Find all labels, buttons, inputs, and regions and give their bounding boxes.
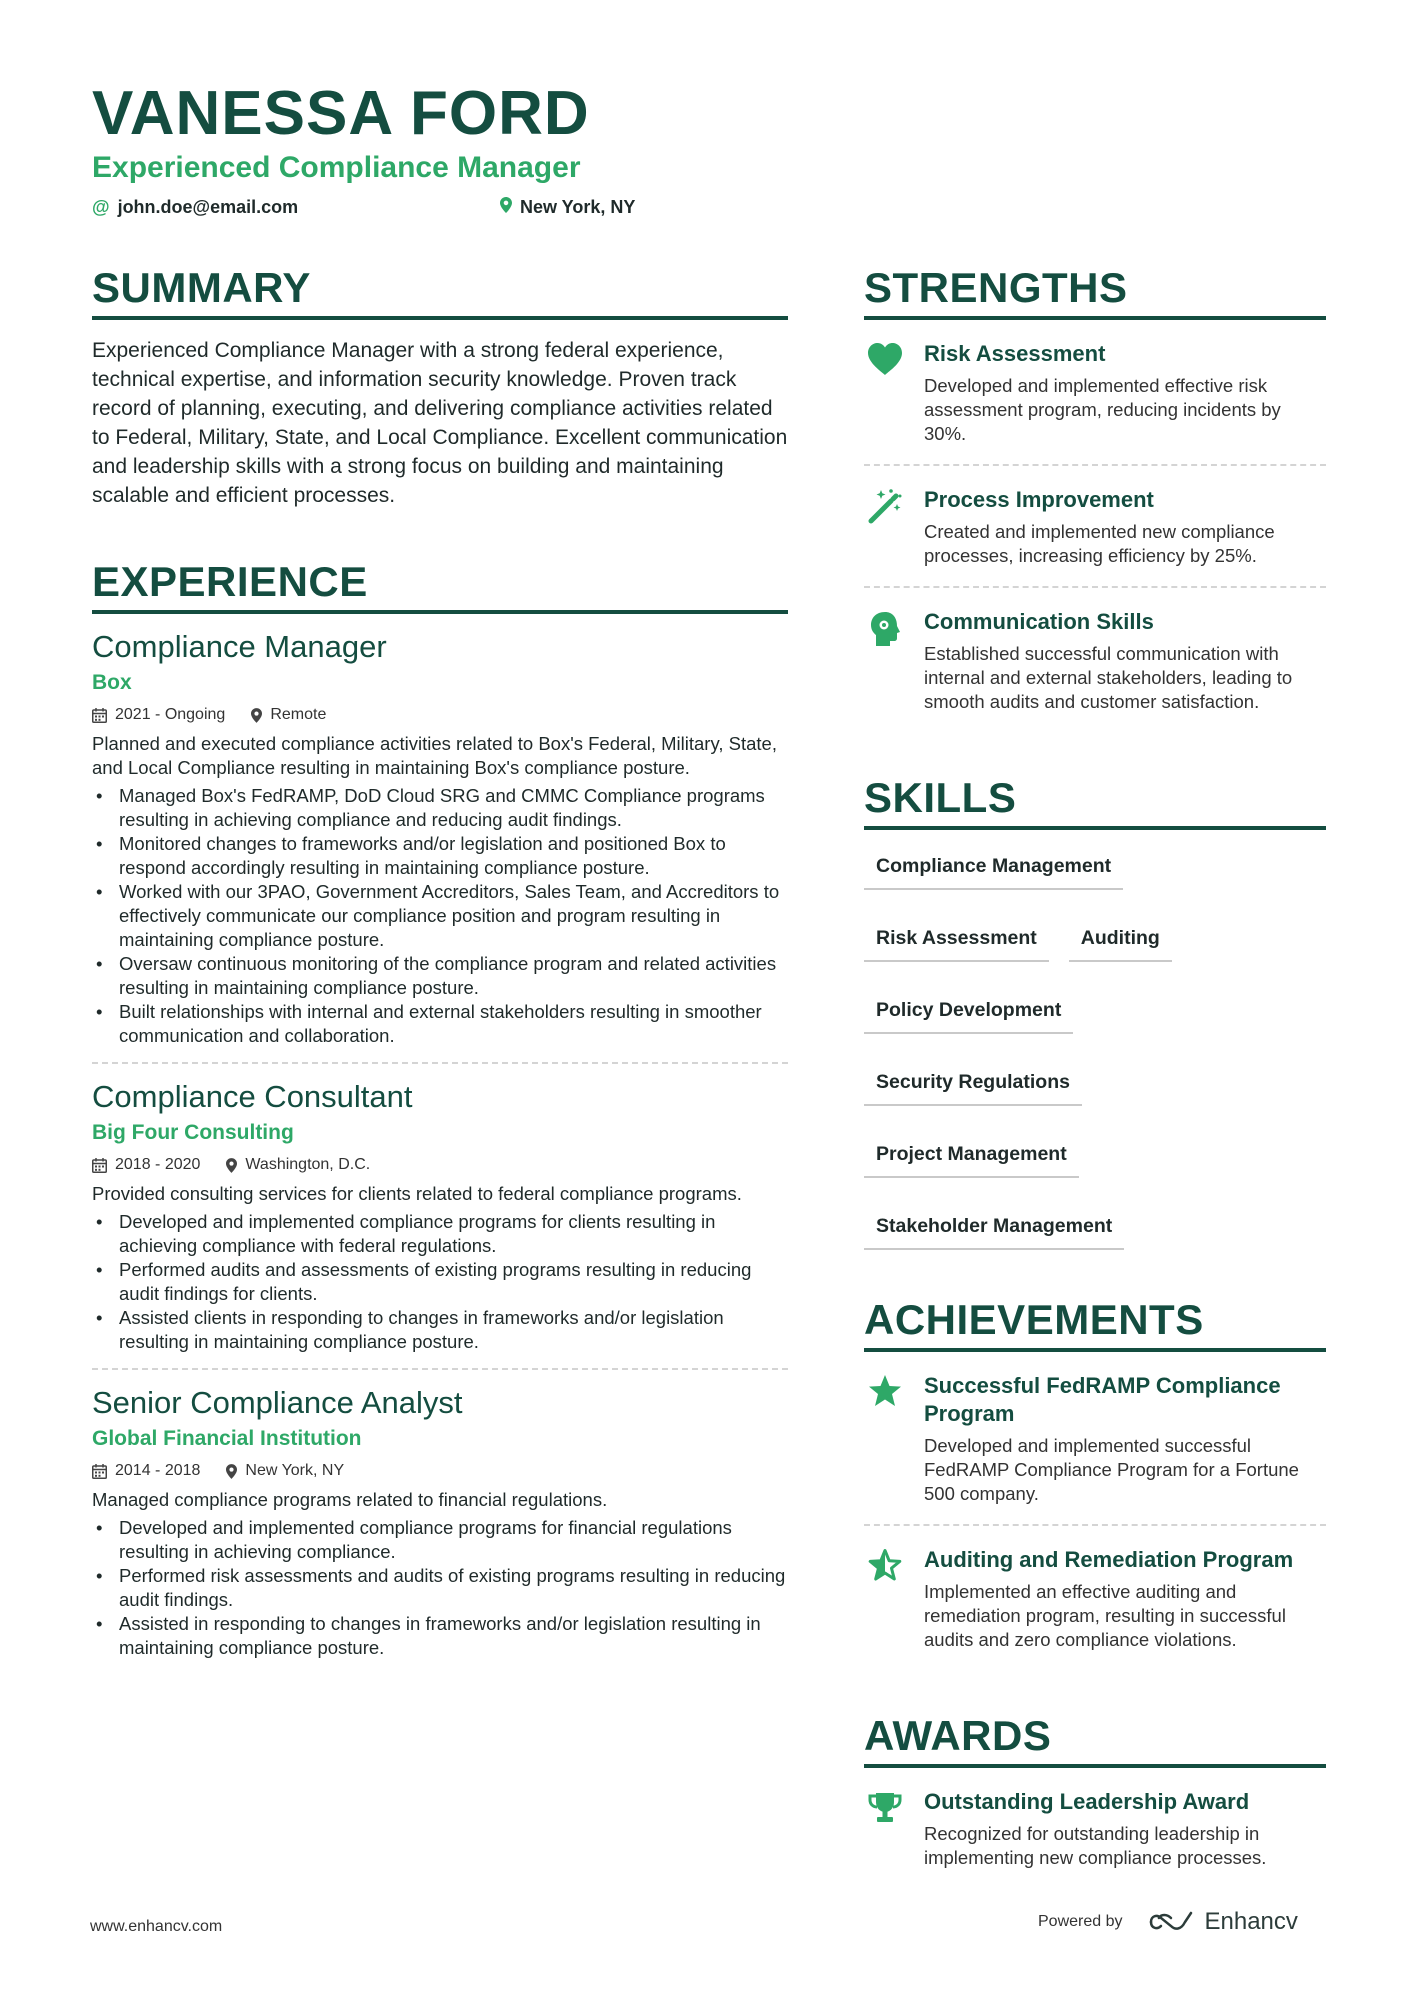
award-title: Outstanding Leadership Award bbox=[924, 1789, 1250, 1814]
enhancv-logo-icon bbox=[1147, 1910, 1195, 1934]
summary-heading: SUMMARY bbox=[92, 262, 788, 320]
skill-tag: Auditing bbox=[1069, 918, 1172, 962]
job-meta bbox=[92, 1458, 788, 1484]
achievement-description: Implemented an effective auditing and remediation program, resulting in successful audits and zero compliance violations. bbox=[924, 1581, 1286, 1650]
calendar-icon bbox=[92, 1158, 107, 1173]
calendar-icon bbox=[92, 708, 107, 723]
awards-section bbox=[864, 1710, 1326, 1888]
summary-text: Experienced Compliance Manager with a strong federal experience, technical expertise, and information security knowledge. Proven track record of planning, executing, and delivering compliance activities related to Federal, Military, State, and Local Compliance. Excellent communication and leadership skills with a strong focus on building and maintaining scalable and efficient processes. bbox=[92, 339, 788, 507]
job-bullet: • Managed Box's FedRAMP, DoD Cloud SRG and CMMC Compliance programs resulting in achieving compliance and reducing audit findings. bbox=[92, 784, 788, 832]
contact-email[interactable] bbox=[92, 196, 298, 218]
summary-section bbox=[92, 262, 788, 510]
job-dates: 2018 - 2020 bbox=[115, 1156, 201, 1173]
strength-item bbox=[864, 466, 1326, 588]
job-bullet: • Developed and implemented compliance programs for financial regulations resulting in achieving compliance. bbox=[92, 1516, 788, 1564]
skills-list bbox=[864, 846, 1326, 1250]
job-bullet: • Oversaw continuous monitoring of the compliance program and related activities resulting in maintaining compliance posture. bbox=[92, 952, 788, 1000]
skill-tag: Security Regulations bbox=[864, 1062, 1082, 1106]
job-dates: 2014 - 2018 bbox=[115, 1462, 201, 1479]
job-dates: 2021 - Ongoing bbox=[115, 706, 226, 723]
strengths-section bbox=[864, 262, 1326, 732]
job-description: Managed compliance programs related to financial regulations. bbox=[92, 1489, 608, 1510]
job-bullet: • Monitored changes to frameworks and/or legislation and positioned Box to respond accordingly resulting in maintaining compliance posture. bbox=[92, 832, 788, 880]
job-company: Global Financial Institution bbox=[92, 1427, 362, 1450]
job-title: Compliance Manager bbox=[92, 629, 387, 664]
job-bullet: • Performed risk assessments and audits of existing programs resulting in reducing audit findings. bbox=[92, 1564, 788, 1612]
job-bullets bbox=[92, 1210, 788, 1354]
job-location: New York, NY bbox=[245, 1462, 345, 1479]
experience-section bbox=[92, 556, 788, 1674]
skill-tag: Project Management bbox=[864, 1134, 1079, 1178]
trophy-icon bbox=[867, 1790, 903, 1826]
location-pin-icon bbox=[226, 1158, 237, 1173]
candidate-headline: Experienced Compliance Manager bbox=[92, 151, 581, 184]
job-bullet: • Performed audits and assessments of existing programs resulting in reducing audit findings for clients. bbox=[92, 1258, 788, 1306]
skill-tag: Stakeholder Management bbox=[864, 1206, 1124, 1250]
experience-heading: EXPERIENCE bbox=[92, 556, 788, 614]
job-entry bbox=[92, 614, 788, 1064]
strength-description: Developed and implemented effective risk assessment program, reducing incidents by 30%. bbox=[924, 375, 1281, 444]
head-speaking-icon bbox=[868, 610, 902, 648]
job-entry bbox=[92, 1064, 788, 1370]
achievement-title: Successful FedRAMP Compliance Program bbox=[924, 1373, 1281, 1426]
brand-logo[interactable] bbox=[1147, 1908, 1298, 1936]
calendar-icon bbox=[92, 1464, 107, 1479]
job-meta bbox=[92, 702, 788, 728]
job-meta bbox=[92, 1152, 788, 1178]
star-filled-icon bbox=[867, 1374, 903, 1408]
location-pin-icon bbox=[226, 1464, 237, 1479]
star-outline-icon bbox=[867, 1548, 903, 1582]
achievement-item bbox=[864, 1352, 1326, 1526]
footer-branding bbox=[1038, 1908, 1298, 1936]
right-column bbox=[864, 262, 1326, 1888]
strength-description: Created and implemented new compliance processes, increasing efficiency by 25%. bbox=[924, 521, 1275, 566]
strength-item bbox=[864, 320, 1326, 466]
award-description: Recognized for outstanding leadership in implementing new compliance processes. bbox=[924, 1823, 1267, 1868]
job-description: Planned and executed compliance activities related to Box's Federal, Military, State, and Local Compliance resulting in maintaining Box's compliance posture. bbox=[92, 733, 777, 778]
strengths-heading: STRENGTHS bbox=[864, 262, 1326, 320]
powered-by-text: Powered by bbox=[1038, 1913, 1123, 1930]
award-item bbox=[864, 1768, 1326, 1888]
skill-tag: Compliance Management bbox=[864, 846, 1123, 890]
achievements-heading: ACHIEVEMENTS bbox=[864, 1294, 1326, 1352]
strength-item bbox=[864, 588, 1326, 732]
strength-description: Established successful communication with internal and external stakeholders, leading to smooth audits and customer satisfaction. bbox=[924, 643, 1293, 712]
heart-icon bbox=[866, 342, 904, 376]
candidate-name: VANESSA FORD bbox=[92, 79, 590, 148]
strength-title: Process Improvement bbox=[924, 487, 1154, 512]
achievement-description: Developed and implemented successful FedRAMP Compliance Program for a Fortune 500 company. bbox=[924, 1435, 1299, 1504]
achievements-section bbox=[864, 1294, 1326, 1670]
job-bullet: • Assisted in responding to changes in frameworks and/or legislation resulting in maintaining compliance posture. bbox=[92, 1612, 788, 1660]
achievement-title: Auditing and Remediation Program bbox=[924, 1547, 1294, 1572]
job-company: Box bbox=[92, 671, 132, 694]
job-title: Senior Compliance Analyst bbox=[92, 1385, 463, 1420]
job-title: Compliance Consultant bbox=[92, 1079, 413, 1114]
job-description: Provided consulting services for clients related to federal compliance programs. bbox=[92, 1183, 742, 1204]
location-text: New York, NY bbox=[520, 197, 636, 217]
contact-location bbox=[500, 196, 635, 218]
job-location: Remote bbox=[270, 706, 327, 723]
job-location: Washington, D.C. bbox=[245, 1156, 371, 1173]
job-bullet: • Developed and implemented compliance programs for clients resulting in achieving compliance with federal regulations. bbox=[92, 1210, 788, 1258]
footer-website[interactable]: www.enhancv.com bbox=[90, 1918, 223, 1935]
brand-name: Enhancv bbox=[1204, 1908, 1298, 1935]
skills-section bbox=[864, 772, 1326, 1250]
job-bullets bbox=[92, 784, 788, 1048]
achievement-item bbox=[864, 1526, 1326, 1670]
strength-title: Risk Assessment bbox=[924, 341, 1106, 366]
left-column bbox=[92, 262, 788, 1674]
job-bullet: • Built relationships with internal and external stakeholders resulting in smoother communication and collaboration. bbox=[92, 1000, 788, 1048]
job-company: Big Four Consulting bbox=[92, 1121, 294, 1144]
skill-tag: Risk Assessment bbox=[864, 918, 1049, 962]
at-icon: @ bbox=[92, 197, 110, 217]
email-text: john.doe@email.com bbox=[117, 197, 299, 217]
job-bullet: • Worked with our 3PAO, Government Accreditors, Sales Team, and Accreditors to effectively communicate our compliance position and program resulting in maintaining compliance posture. bbox=[92, 880, 788, 952]
job-entry bbox=[92, 1370, 788, 1674]
job-bullet: • Assisted clients in responding to changes in frameworks and/or legislation resulting in maintaining compliance posture. bbox=[92, 1306, 788, 1354]
skill-tag: Policy Development bbox=[864, 990, 1073, 1034]
strength-title: Communication Skills bbox=[924, 609, 1154, 634]
skills-heading: SKILLS bbox=[864, 772, 1326, 830]
job-bullets bbox=[92, 1516, 788, 1660]
location-pin-icon bbox=[251, 708, 262, 723]
awards-heading: AWARDS bbox=[864, 1710, 1326, 1768]
location-pin-icon bbox=[500, 196, 512, 218]
magic-wand-icon bbox=[867, 488, 903, 524]
